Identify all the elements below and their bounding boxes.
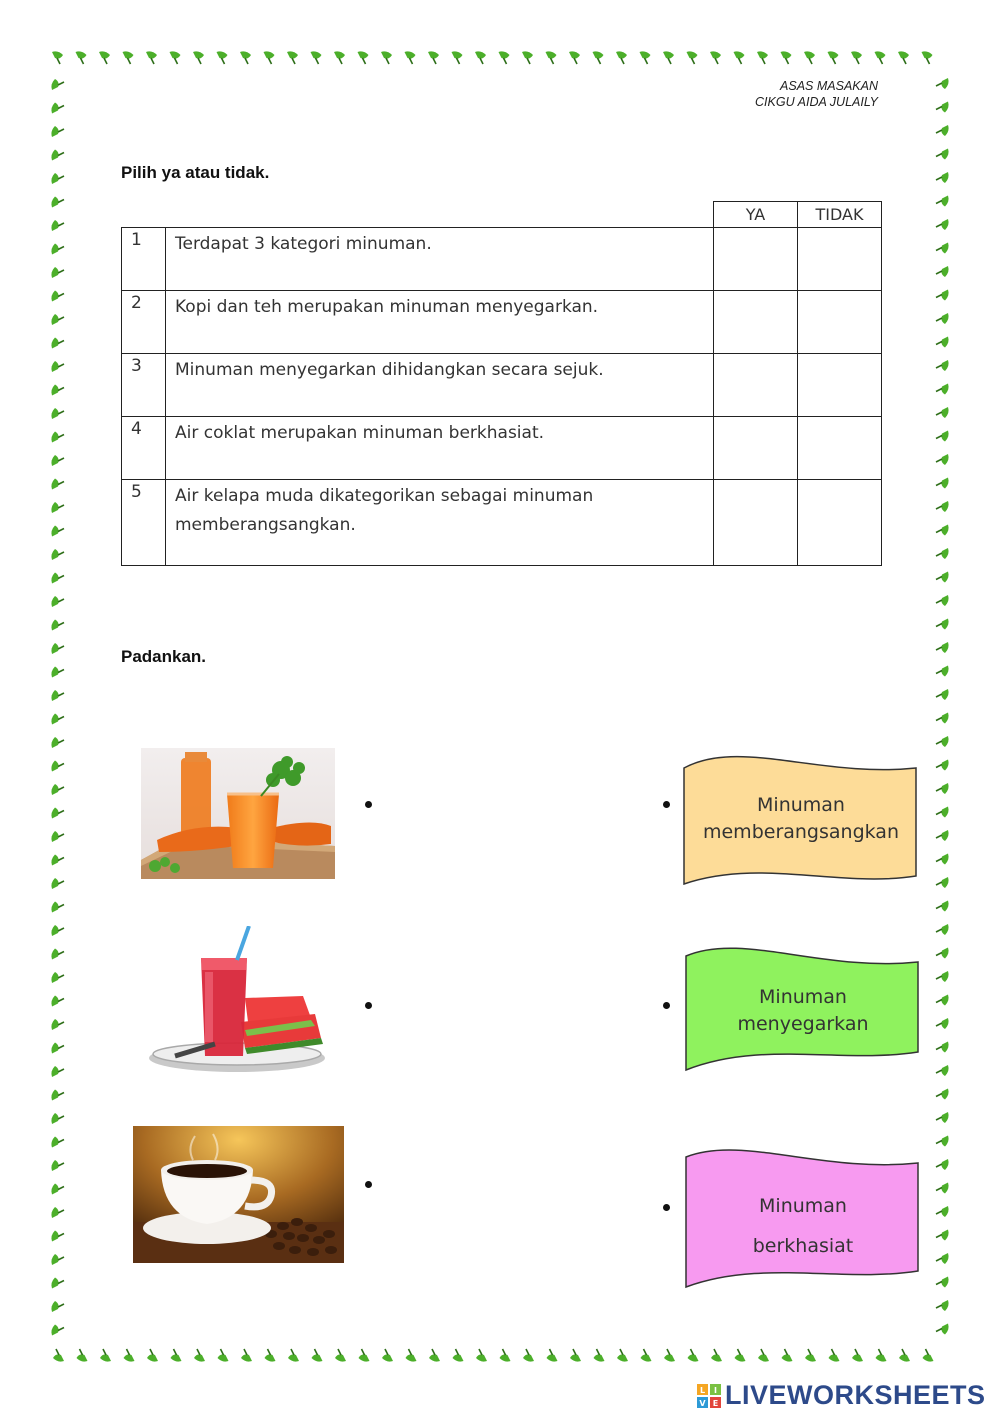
leaf-ornament (51, 408, 64, 419)
match-dot-right-1[interactable] (663, 801, 670, 808)
leaf-ornament (936, 1065, 949, 1076)
leaf-ornament (51, 1207, 64, 1218)
badge-letter: L (699, 1385, 706, 1395)
leaf-ornament (546, 51, 557, 64)
leaf-ornament (51, 1231, 64, 1242)
leaf-ornament (51, 79, 64, 90)
leaf-ornament (51, 244, 64, 255)
leaf-ornament (51, 126, 64, 137)
question-number: 1 (122, 228, 166, 291)
leaf-ornament (936, 995, 949, 1006)
leaf-ornament (51, 737, 64, 748)
leaf-ornament (51, 1160, 64, 1171)
flag-line2: berkhasiat (752, 1235, 854, 1257)
leaf-ornament (936, 1206, 949, 1217)
section1-title: Pilih ya atau tidak. (121, 163, 270, 182)
leaf-ornament (51, 831, 64, 842)
leaf-ornament (51, 1137, 64, 1148)
leaf-ornament (936, 102, 949, 113)
leaf-ornament (51, 1066, 64, 1077)
leaf-ornament (264, 51, 275, 64)
leaf-ornament (51, 1325, 64, 1336)
leaf-ornament (76, 51, 87, 64)
leaf-ornament (936, 290, 949, 301)
leaf-ornament (51, 667, 64, 678)
leaf-ornament (936, 901, 949, 912)
leaf-ornament (51, 1254, 64, 1265)
table-row (122, 291, 882, 354)
flag-line2: menyegarkan (737, 1013, 869, 1035)
leaf-ornament (936, 1042, 949, 1053)
leaf-ornament (51, 1019, 64, 1030)
leaf-ornament (218, 1349, 229, 1362)
leaf-ornament (452, 51, 463, 64)
coffee-cup-picture (133, 1126, 344, 1263)
leaf-ornament (805, 1349, 816, 1362)
leaf-ornament (936, 478, 949, 489)
leaf-ornament (51, 1184, 64, 1195)
leaf-ornament (51, 643, 64, 654)
leaf-ornament (51, 996, 64, 1007)
leaf-ornament (570, 1349, 581, 1362)
leaf-ornament (171, 1349, 182, 1362)
leaf-ornament (241, 1349, 252, 1362)
flag-line1: Minuman (759, 986, 847, 1008)
answer-ya-box[interactable] (714, 354, 798, 417)
leaf-ornament (936, 619, 949, 630)
leaf-ornament (51, 714, 64, 725)
leaf-ornament (710, 51, 721, 64)
leaf-ornament (663, 51, 674, 64)
answer-ya-box[interactable] (714, 228, 798, 291)
leaf-ornament (217, 51, 228, 64)
leaf-ornament (936, 407, 949, 418)
match-dot-right-3[interactable] (663, 1204, 670, 1211)
leaf-ornament (547, 1349, 558, 1362)
leaf-ornament (923, 1349, 934, 1362)
leaf-ornament (522, 51, 533, 64)
leaf-ornament (616, 51, 627, 64)
leaf-ornament (51, 103, 64, 114)
leaf-ornament (51, 455, 64, 466)
leaf-ornament (358, 51, 369, 64)
leaf-ornament (100, 1349, 111, 1362)
match-dot-left-2[interactable] (365, 1002, 372, 1009)
leaf-ornament (51, 173, 64, 184)
leaf-ornament (936, 243, 949, 254)
leaf-ornament (381, 51, 392, 64)
question-text: Air coklat merupakan minuman berkhasiat. (166, 417, 714, 480)
leaf-ornament (382, 1349, 393, 1362)
leaf-ornament (53, 1349, 64, 1362)
leaf-ornament (312, 1349, 323, 1362)
leaf-ornament (875, 51, 886, 64)
leaf-ornament (51, 361, 64, 372)
leaf-ornament (899, 1349, 910, 1362)
leaf-ornament (51, 291, 64, 302)
leaf-ornament (240, 51, 251, 64)
leaf-ornament (781, 51, 792, 64)
subject-label: ASAS MASAKAN (780, 79, 878, 93)
leaf-ornament (51, 596, 64, 607)
leaf-ornament (475, 51, 486, 64)
leaf-ornament (711, 1349, 722, 1362)
liveworksheets-badge-icon (697, 1384, 721, 1408)
leaf-ornament (51, 949, 64, 960)
column-header-ya: YA (714, 202, 798, 228)
leaf-ornament (898, 51, 909, 64)
leaf-ornament (77, 1349, 88, 1362)
leaf-ornament (335, 1349, 346, 1362)
question-number: 2 (122, 291, 166, 354)
leaf-ornament (828, 51, 839, 64)
leaf-ornament (569, 51, 580, 64)
leaf-ornament (851, 51, 862, 64)
leaf-ornament (734, 51, 745, 64)
leaf-ornament (936, 830, 949, 841)
worksheet-header (755, 78, 878, 110)
leaf-ornament (936, 807, 949, 818)
leaf-ornament (51, 1113, 64, 1124)
leaf-ornament (936, 431, 949, 442)
leaf-ornament (193, 51, 204, 64)
leaf-ornament (640, 51, 651, 64)
badge-letter: V (699, 1398, 706, 1408)
leaf-ornament (936, 525, 949, 536)
leaf-ornament (936, 313, 949, 324)
leaf-ornament (758, 1349, 769, 1362)
match-dot-right-2[interactable] (663, 1002, 670, 1009)
leaf-ornament (52, 51, 63, 64)
leaf-ornament (922, 51, 933, 64)
leaf-ornament (936, 1112, 949, 1123)
leaf-ornament (51, 338, 64, 349)
leaf-ornament (936, 337, 949, 348)
leaf-ornament (936, 125, 949, 136)
leaf-ornament (936, 1018, 949, 1029)
leaf-ornament (51, 1278, 64, 1289)
leaf-ornament (936, 149, 949, 160)
leaf-ornament (936, 501, 949, 512)
answer-ya-box[interactable] (714, 291, 798, 354)
match-dot-left-1[interactable] (365, 801, 372, 808)
leaf-ornament (265, 1349, 276, 1362)
badge-letter: I (714, 1385, 717, 1395)
leaf-ornament (735, 1349, 746, 1362)
match-dot-left-3[interactable] (365, 1181, 372, 1188)
leaf-ornament (936, 595, 949, 606)
answer-tidak-box[interactable] (798, 228, 882, 291)
leaf-ornament (936, 971, 949, 982)
leaf-ornament (51, 197, 64, 208)
badge-letter: E (712, 1398, 719, 1408)
answer-tidak-box[interactable] (798, 480, 882, 566)
leaf-ornament (359, 1349, 370, 1362)
question-number: 4 (122, 417, 166, 480)
table-row (122, 228, 882, 291)
leaf-ornament (194, 1349, 205, 1362)
leaf-ornament (99, 51, 110, 64)
teacher-label: CIKGU AIDA JULAILY (755, 95, 878, 109)
leaf-ornament (936, 1230, 949, 1241)
leaf-ornament (51, 549, 64, 560)
leaf-ornament (936, 854, 949, 865)
leaf-ornament (51, 878, 64, 889)
leaf-ornament (51, 267, 64, 278)
answer-ya-box[interactable] (714, 417, 798, 480)
yes-no-table (121, 201, 882, 566)
leaf-ornament (804, 51, 815, 64)
answer-tidak-box[interactable] (798, 291, 882, 354)
leaf-ornament (334, 51, 345, 64)
leaf-ornament (51, 1043, 64, 1054)
leaf-ornament (936, 1159, 949, 1170)
question-text: Air kelapa muda dikategorikan sebagai minuman memberangsangkan. (166, 480, 714, 566)
leaf-ornament (51, 690, 64, 701)
leaf-ornament (936, 454, 949, 465)
leaf-ornament (936, 666, 949, 677)
question-number: 5 (122, 480, 166, 566)
carrot-juice-picture (141, 748, 335, 879)
leaf-ornament (664, 1349, 675, 1362)
leaf-ornament (936, 266, 949, 277)
question-text: Kopi dan teh merupakan minuman menyegarkan. (166, 291, 714, 354)
leaf-ornament (405, 51, 416, 64)
leaf-ornament (51, 1090, 64, 1101)
leaf-ornament (51, 502, 64, 513)
leaf-ornament (757, 51, 768, 64)
leaf-ornament (936, 924, 949, 935)
table-row (122, 354, 882, 417)
flag-line2: memberangsangkan (702, 821, 899, 843)
leaf-ornament (641, 1349, 652, 1362)
leaf-ornament (124, 1349, 135, 1362)
leaf-ornament (523, 1349, 534, 1362)
leaf-ornament (594, 1349, 605, 1362)
leaf-ornament (51, 855, 64, 866)
leaf-ornament (51, 150, 64, 161)
table-row (122, 417, 882, 480)
watermelon-juice-picture (145, 926, 325, 1080)
leaf-ornament (311, 51, 322, 64)
leaf-ornament (936, 877, 949, 888)
leaf-ornament (829, 1349, 840, 1362)
flag-label-memberangsangkan (684, 792, 918, 846)
leaf-ornament (936, 172, 949, 183)
column-header-tidak: TIDAK (798, 202, 882, 228)
leaf-ornament (876, 1349, 887, 1362)
leaf-ornament (51, 432, 64, 443)
table-row (122, 480, 882, 566)
leaf-ornament (936, 1324, 949, 1335)
question-number: 3 (122, 354, 166, 417)
leaf-ornament (936, 572, 949, 583)
flag-label-menyegarkan (686, 984, 920, 1038)
leaf-ornament (51, 925, 64, 936)
leaf-ornament (51, 620, 64, 631)
leaf-ornament (51, 220, 64, 231)
leaf-ornament (852, 1349, 863, 1362)
leaf-ornament (936, 783, 949, 794)
answer-tidak-box[interactable] (798, 354, 882, 417)
leaf-ornament (936, 1300, 949, 1311)
liveworksheets-logo (697, 1380, 986, 1411)
leaf-ornament (51, 902, 64, 913)
leaf-ornament (936, 548, 949, 559)
leaf-ornament (146, 51, 157, 64)
leaf-ornament (936, 689, 949, 700)
leaf-ornament (782, 1349, 793, 1362)
answer-ya-box[interactable] (714, 480, 798, 566)
leaf-ornament (147, 1349, 158, 1362)
leaf-ornament (51, 1301, 64, 1312)
section2-title: Padankan. (121, 647, 207, 666)
leaf-ornament (936, 713, 949, 724)
leaf-ornament (936, 384, 949, 395)
leaf-ornament (428, 51, 439, 64)
leaf-ornament (170, 51, 181, 64)
leaf-ornament (936, 1136, 949, 1147)
leaf-ornament (936, 1089, 949, 1100)
leaf-ornament (688, 1349, 699, 1362)
leaf-ornament (406, 1349, 417, 1362)
leaf-ornament (936, 219, 949, 230)
leaf-ornament (123, 51, 134, 64)
leaf-ornament (287, 51, 298, 64)
leaf-ornament (936, 360, 949, 371)
leaf-ornament (936, 1277, 949, 1288)
question-text: Terdapat 3 kategori minuman. (166, 228, 714, 291)
leaf-ornament (51, 479, 64, 490)
leaf-ornament (288, 1349, 299, 1362)
leaf-ornament (476, 1349, 487, 1362)
answer-tidak-box[interactable] (798, 417, 882, 480)
leaf-ornament (593, 51, 604, 64)
leaf-ornament (51, 314, 64, 325)
leaf-ornament (617, 1349, 628, 1362)
leaf-ornament (51, 526, 64, 537)
leaf-ornament (936, 196, 949, 207)
leaf-ornament (936, 1253, 949, 1264)
leaf-ornament (51, 808, 64, 819)
leaf-ornament (51, 784, 64, 795)
leaf-ornament (936, 78, 949, 89)
leaf-ornament (500, 1349, 511, 1362)
flag-line1: Minuman (759, 1195, 847, 1217)
leaf-ornament (936, 1183, 949, 1194)
leaf-ornament (687, 51, 698, 64)
leaf-ornament (51, 385, 64, 396)
leaf-ornament (936, 760, 949, 771)
leaf-ornament (936, 642, 949, 653)
question-text: Minuman menyegarkan dihidangkan secara sejuk. (166, 354, 714, 417)
leaf-ornament (499, 51, 510, 64)
leaf-ornament (936, 948, 949, 959)
leaf-ornament (51, 972, 64, 983)
leaf-ornament (51, 761, 64, 772)
leaf-ornament (51, 573, 64, 584)
leaf-ornament (453, 1349, 464, 1362)
logo-text: LIVEWORKSHEETS (725, 1380, 986, 1410)
flag-label-berkhasiat (686, 1186, 920, 1266)
flag-line1: Minuman (757, 794, 845, 816)
leaf-ornament (936, 736, 949, 747)
leaf-ornament (429, 1349, 440, 1362)
